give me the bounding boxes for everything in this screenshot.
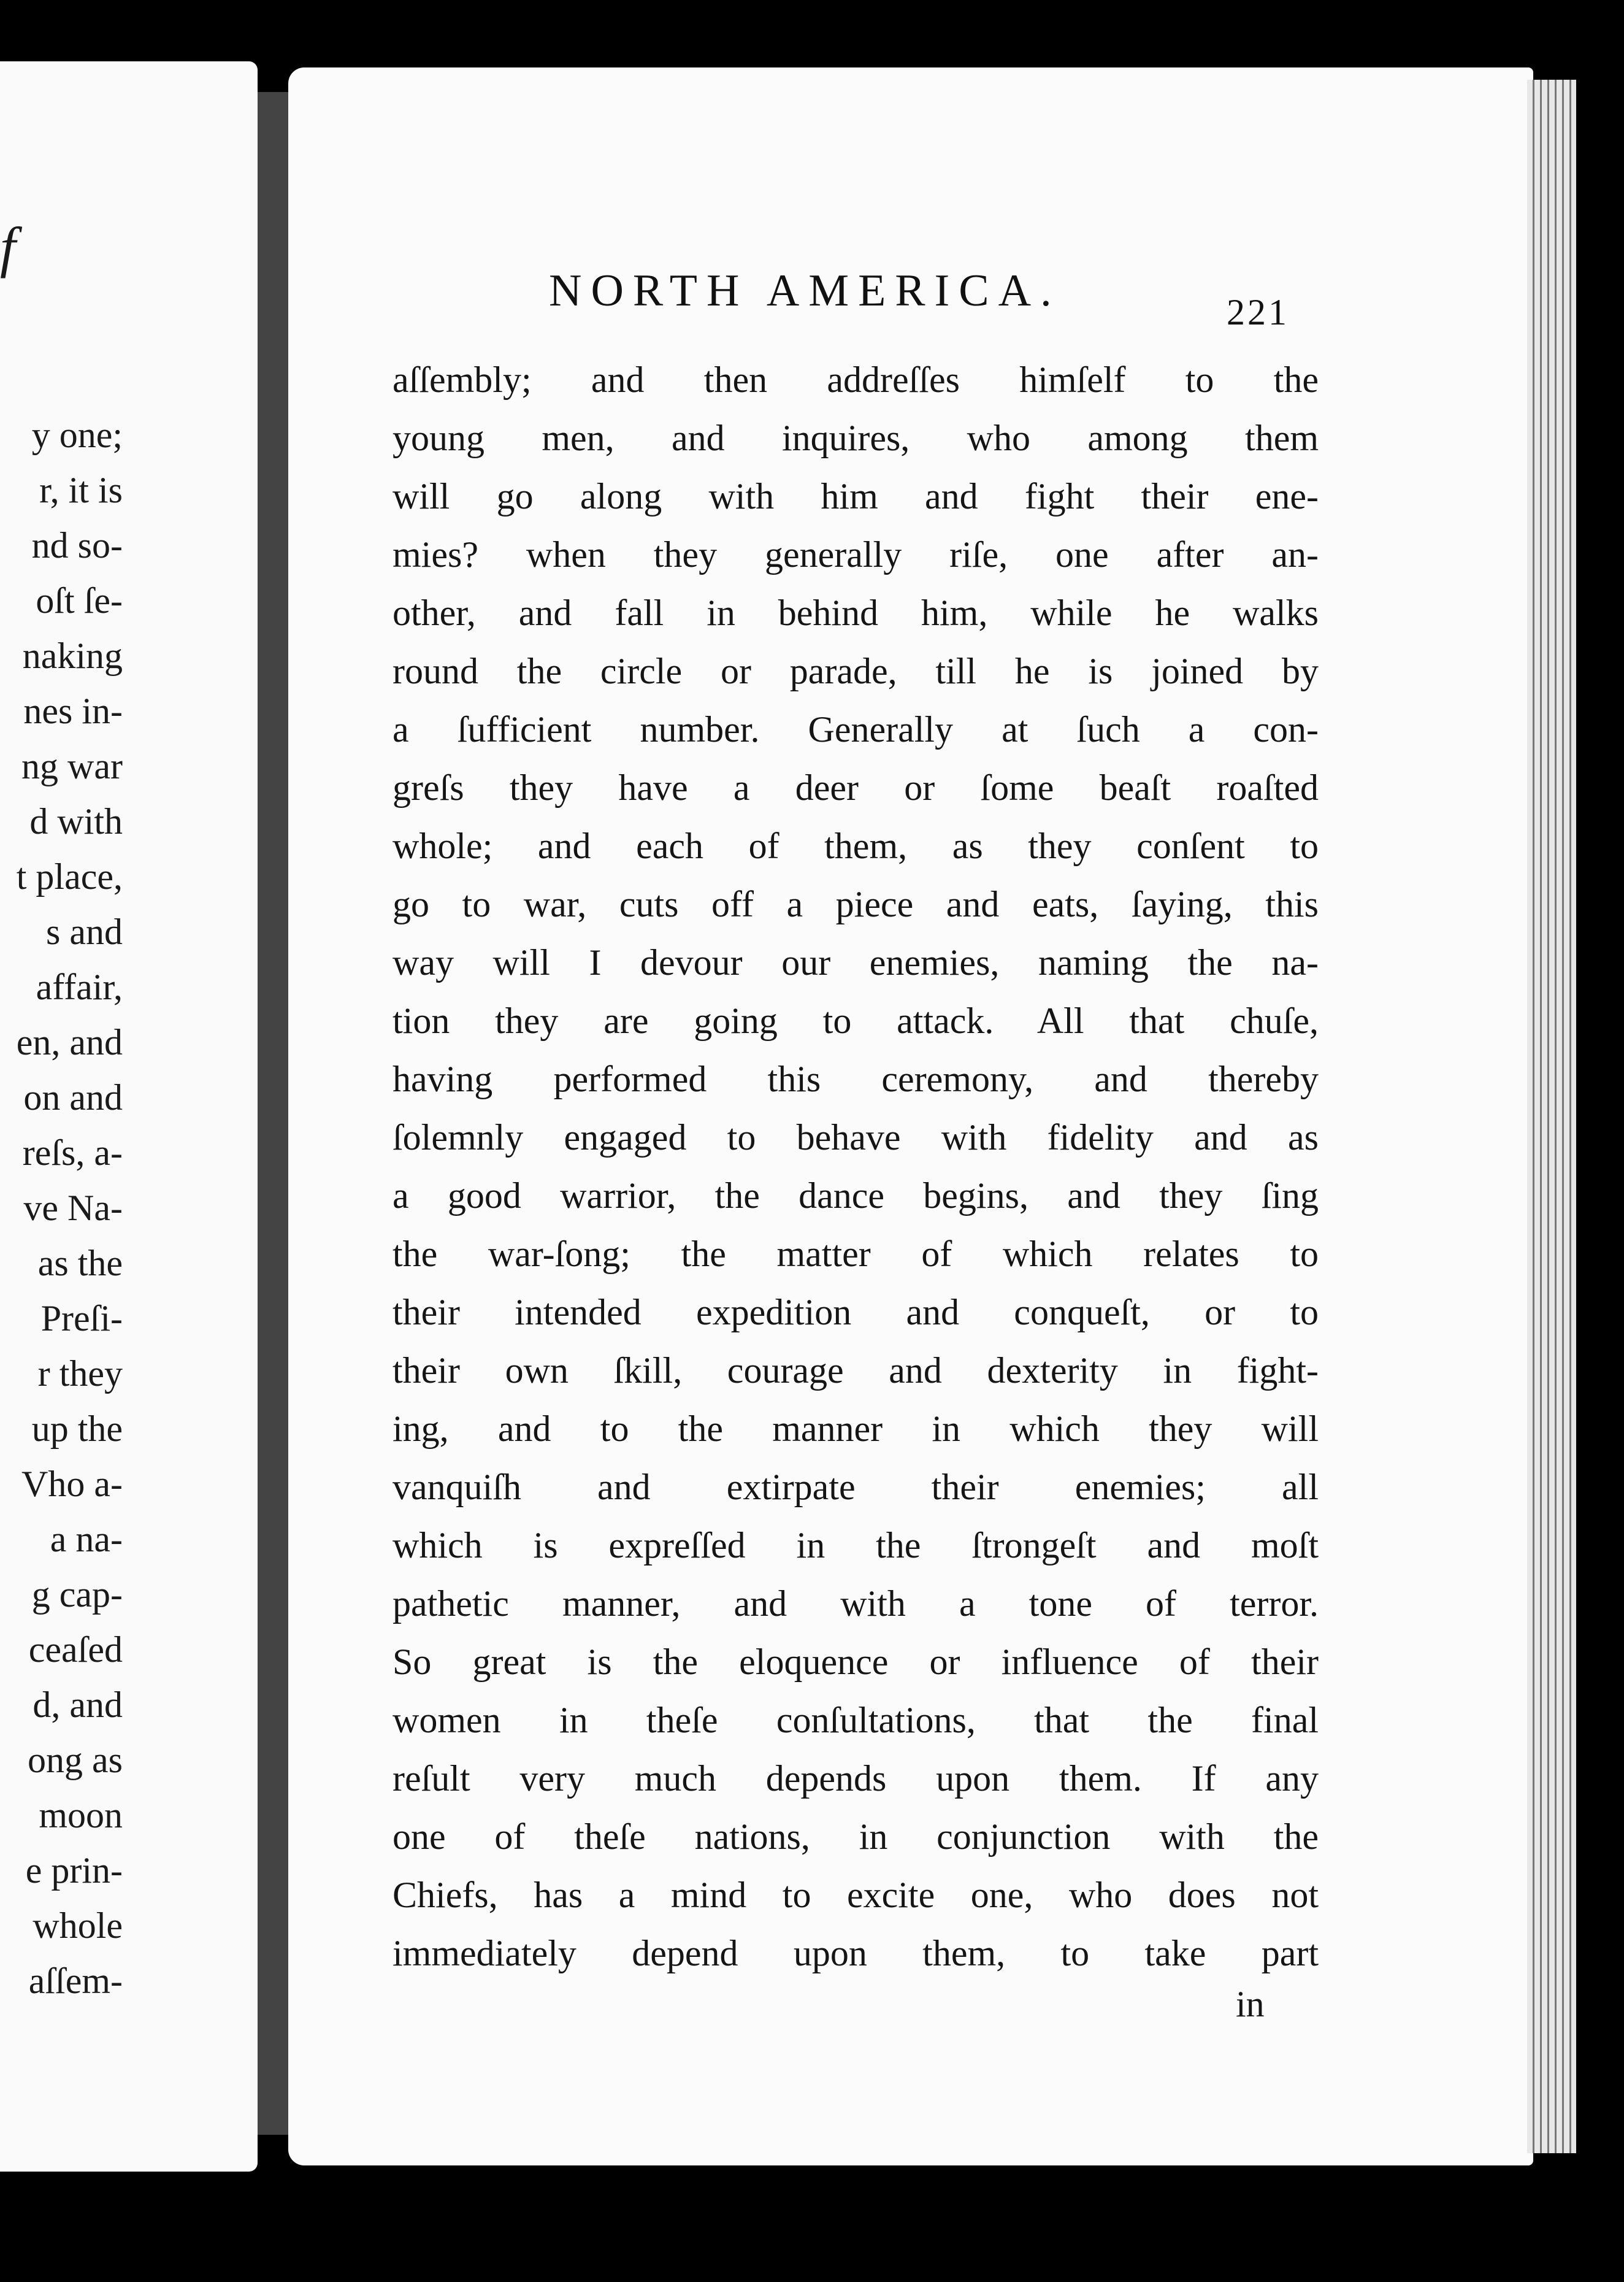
text-line: ing, and to the manner in which they will [393, 1408, 1319, 1449]
text-line: mies? when they generally riſe, one after an- [393, 534, 1319, 575]
left-page [0, 61, 258, 2172]
left-fragment-line: reſs, a- [22, 1132, 123, 1173]
text-line: immediately depend upon them, to take part [393, 1933, 1319, 1973]
text-line: a good warrior, the dance begins, and they ſing [393, 1175, 1319, 1216]
text-line: reſult very much depends upon them. If any [393, 1758, 1319, 1799]
left-fragment-line: d, and [33, 1685, 123, 1725]
text-line: tion they are going to attack. All that chuſe, [393, 1001, 1319, 1041]
left-fragment-line: ve Na- [23, 1188, 123, 1228]
left-fragment-line: nes in- [23, 691, 123, 731]
text-line: which is expreſſed in the ſtrongeſt and moſt [393, 1525, 1319, 1566]
text-line: their own ſkill, courage and dexterity in fight- [393, 1350, 1319, 1391]
text-line: round the circle or parade, till he is joined by [393, 651, 1319, 691]
running-head: NORTH AMERICA. [549, 266, 1061, 316]
left-fragment-line: affair, [36, 967, 123, 1007]
text-line: greſs they have a deer or ſome beaſt roaſted [393, 767, 1319, 808]
text-line: the war-ſong; the matter of which relates to [393, 1234, 1319, 1274]
text-line: pathetic manner, and with a tone of terror. [393, 1583, 1319, 1624]
left-fragment-line: t place, [16, 856, 123, 897]
text-line: other, and fall in behind him, while he walks [393, 593, 1319, 633]
text-line: their intended expedition and conqueſt, or to [393, 1292, 1319, 1332]
left-fragment-line: r, it is [39, 470, 123, 510]
text-line: whole; and each of them, as they conſent to [393, 826, 1319, 866]
page-edges [1527, 80, 1576, 2153]
page-number: 221 [1227, 292, 1289, 332]
left-page-heading-fragment: f [0, 216, 16, 279]
left-fragment-line: e prin- [25, 1850, 123, 1891]
text-line: way will I devour our enemies, naming the na- [393, 942, 1319, 983]
left-fragment-line: y one; [31, 415, 123, 455]
left-fragment-line: aſſem- [28, 1961, 123, 2001]
text-line: having performed this ceremony, and thereby [393, 1059, 1319, 1099]
text-line: a ſufficient number. Generally at ſuch a con- [393, 709, 1319, 750]
left-fragment-line: on and [23, 1077, 123, 1118]
text-line: So great is the eloquence or influence of their [393, 1642, 1319, 1682]
left-fragment-line: Vho a- [21, 1464, 123, 1504]
left-fragment-line: d with [29, 801, 123, 842]
left-fragment-line: up the [31, 1408, 123, 1449]
catchword: in [1236, 1984, 1265, 2024]
left-fragment-line: s and [46, 912, 123, 952]
text-line: ſolemnly engaged to behave with fidelity and as [393, 1117, 1319, 1158]
left-fragment-line: moon [39, 1795, 123, 1835]
left-fragment-line: nd so- [31, 525, 123, 566]
text-line: women in theſe conſultations, that the final [393, 1700, 1319, 1740]
left-fragment-line: a na- [50, 1519, 123, 1559]
left-fragment-line: r they [37, 1353, 123, 1394]
left-fragment-line: naking [22, 636, 123, 676]
text-line: go to war, cuts off a piece and eats, ſaying, this [393, 884, 1319, 924]
left-fragment-line: whole [33, 1905, 123, 1946]
left-fragment-line: ceaſed [28, 1629, 123, 1670]
text-line: young men, and inquires, who among them [393, 418, 1319, 458]
left-fragment-line: ng war [21, 746, 123, 786]
text-line: will go along with him and fight their ene- [393, 476, 1319, 517]
left-fragment-line: ong as [28, 1740, 123, 1780]
text-line: vanquiſh and extirpate their enemies; all [393, 1467, 1319, 1507]
left-fragment-line: as the [37, 1243, 123, 1283]
text-line: one of theſe nations, in conjunction with the [393, 1816, 1319, 1857]
left-fragment-line: Preſi- [40, 1298, 123, 1339]
left-fragment-line: en, and [16, 1022, 123, 1062]
text-line: Chiefs, has a mind to excite one, who does not [393, 1875, 1319, 1915]
left-fragment-line: oſt ſe- [36, 580, 123, 621]
book-gutter [258, 92, 288, 2135]
left-fragment-line: g cap- [31, 1574, 123, 1615]
text-line: aſſembly; and then addreſſes himſelf to the [393, 359, 1319, 400]
